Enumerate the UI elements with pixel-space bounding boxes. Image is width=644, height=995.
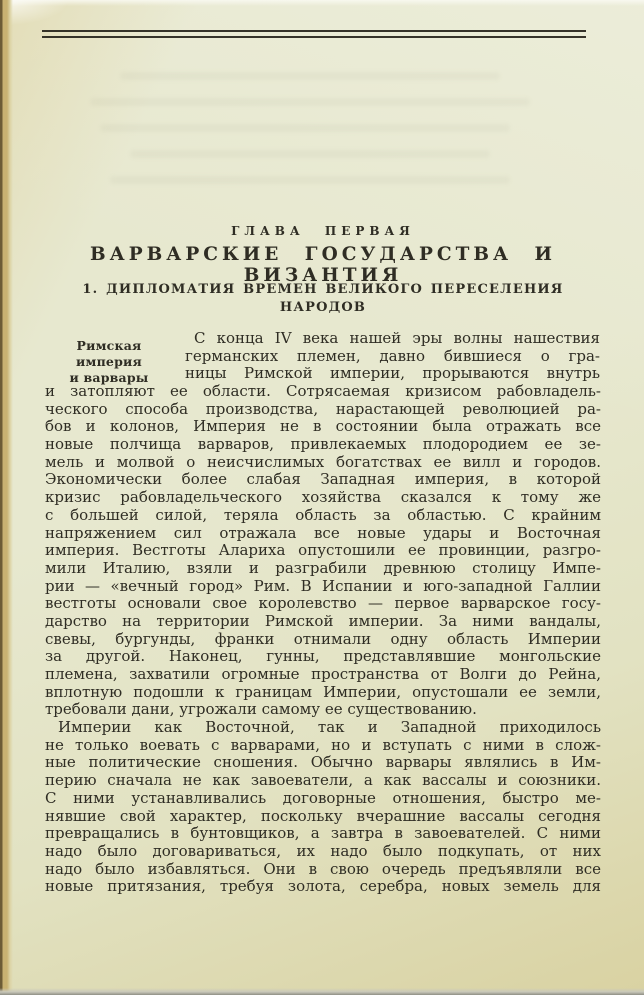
page-showthrough xyxy=(120,72,500,80)
text-line: нявшие свой характер, поскольку вчерашние вассалы сегодня xyxy=(45,807,601,825)
text-line: вплотную подошли к границам Империи, опустошали ее земли, xyxy=(45,683,601,701)
section-heading-line2: НАРОДОВ xyxy=(279,300,367,315)
margin-note-line2: и варвары xyxy=(69,370,149,385)
paragraph2-first-line: Империи как Восточной, так и Западной приходилось xyxy=(58,719,601,737)
page-top-edge xyxy=(0,0,644,6)
text-line: мили Италию, взяли и разграбили древнюю столицу Импе- xyxy=(45,559,601,577)
text-line: не только воевать с варварами, но и вступать с ними в слож- xyxy=(45,736,601,754)
text-line: империя. Вестготы Алариха опустошили ее провинции, разгро- xyxy=(45,542,601,560)
page-showthrough xyxy=(100,124,510,132)
text-line: ницы Римской империи, прорываются внутрь xyxy=(185,365,600,383)
text-line: дарство на территории Римской империи. За ними вандалы, xyxy=(45,612,601,630)
page-bottom-edge xyxy=(0,988,644,995)
body-column xyxy=(45,383,601,896)
text-line: превращались в бунтовщиков, а завтра в завоевателей. С ними xyxy=(45,825,601,843)
text-line: напряжением сил отражала все новые удары и Восточная xyxy=(45,524,601,542)
text-line: вестготы основали свое королевство — первое варварское госу- xyxy=(45,595,601,613)
text-line: германских племен, давно бившиеся о гра- xyxy=(185,347,600,365)
text-line: новые полчища варваров, привлекаемых плодородием ее зе- xyxy=(45,436,601,454)
text-line: бов и колонов, Империя не в состоянии была отражать все xyxy=(45,418,601,436)
text-line: С конца IV века нашей эры волны нашествия xyxy=(194,330,600,347)
book-binding-edge xyxy=(0,0,13,995)
text-line: племена, захватили огромные пространства от Волги до Рейна, xyxy=(45,666,601,683)
text-line: мель и молвой о неисчислимых богатствах ее вилл и городов. xyxy=(45,453,601,471)
text-line: свевы, бургунды, франки отнимали одну область Империи xyxy=(45,630,601,648)
text-line: рии — «вечный город» Рим. В Испании и юго-западной Галлии xyxy=(45,577,601,595)
section-heading-line1: 1. ДИПЛОМАТИЯ ВРЕМЕН ВЕЛИКОГО ПЕРЕСЕЛЕНИЯ xyxy=(82,282,564,297)
chapter-title: ВАРВАРСКИЕ ГОСУДАРСТВА И ВИЗАНТИЯ xyxy=(90,244,556,286)
paragraph1-last-line: требовали дани, угрожали самому ее существованию. xyxy=(45,701,477,719)
margin-note-line1: Римская империя xyxy=(76,338,142,369)
page-showthrough xyxy=(110,176,510,184)
paragraph2-lines xyxy=(45,737,601,896)
text-line: Экономически более слабая Западная империя, в которой xyxy=(45,471,601,489)
paragraph1-full-width xyxy=(45,383,601,701)
margin-note xyxy=(44,338,174,386)
text-line: новые притязания, требуя золота, серебра, новых земель для xyxy=(45,878,601,896)
text-line: и затопляют ее области. Сотрясаемая кризисом рабовладель- xyxy=(45,383,601,400)
text-line: надо было избавляться. Они в свою очередь предъявляли все xyxy=(45,860,601,878)
chapter-label: ГЛАВА ПЕРВАЯ xyxy=(231,224,415,238)
section-heading xyxy=(45,281,601,317)
page-showthrough xyxy=(90,98,530,106)
text-line: за другой. Наконец, гунны, представлявшие монгольские xyxy=(45,648,601,666)
text-line: надо было договариваться, их надо было подкупать, от них xyxy=(45,842,601,860)
text-line: ческого способа производства, нарастающей революцией ра- xyxy=(45,400,601,418)
text-line: кризис рабовладельческого хозяйства сказался к тому же xyxy=(45,489,601,507)
header-double-rule xyxy=(42,30,586,38)
text-line: с большей силой, теряла область за областью. С крайним xyxy=(45,506,601,524)
text-line: перию сначала не как завоеватели, а как вассалы и союзники. xyxy=(45,772,601,790)
page-showthrough xyxy=(130,150,490,158)
text-line: ные политические сношения. Обычно варвары являлись в Им- xyxy=(45,754,601,772)
text-line: С ними устанавливались договорные отношения, быстро ме- xyxy=(45,789,601,807)
paragraph1-beside-note xyxy=(185,330,600,383)
